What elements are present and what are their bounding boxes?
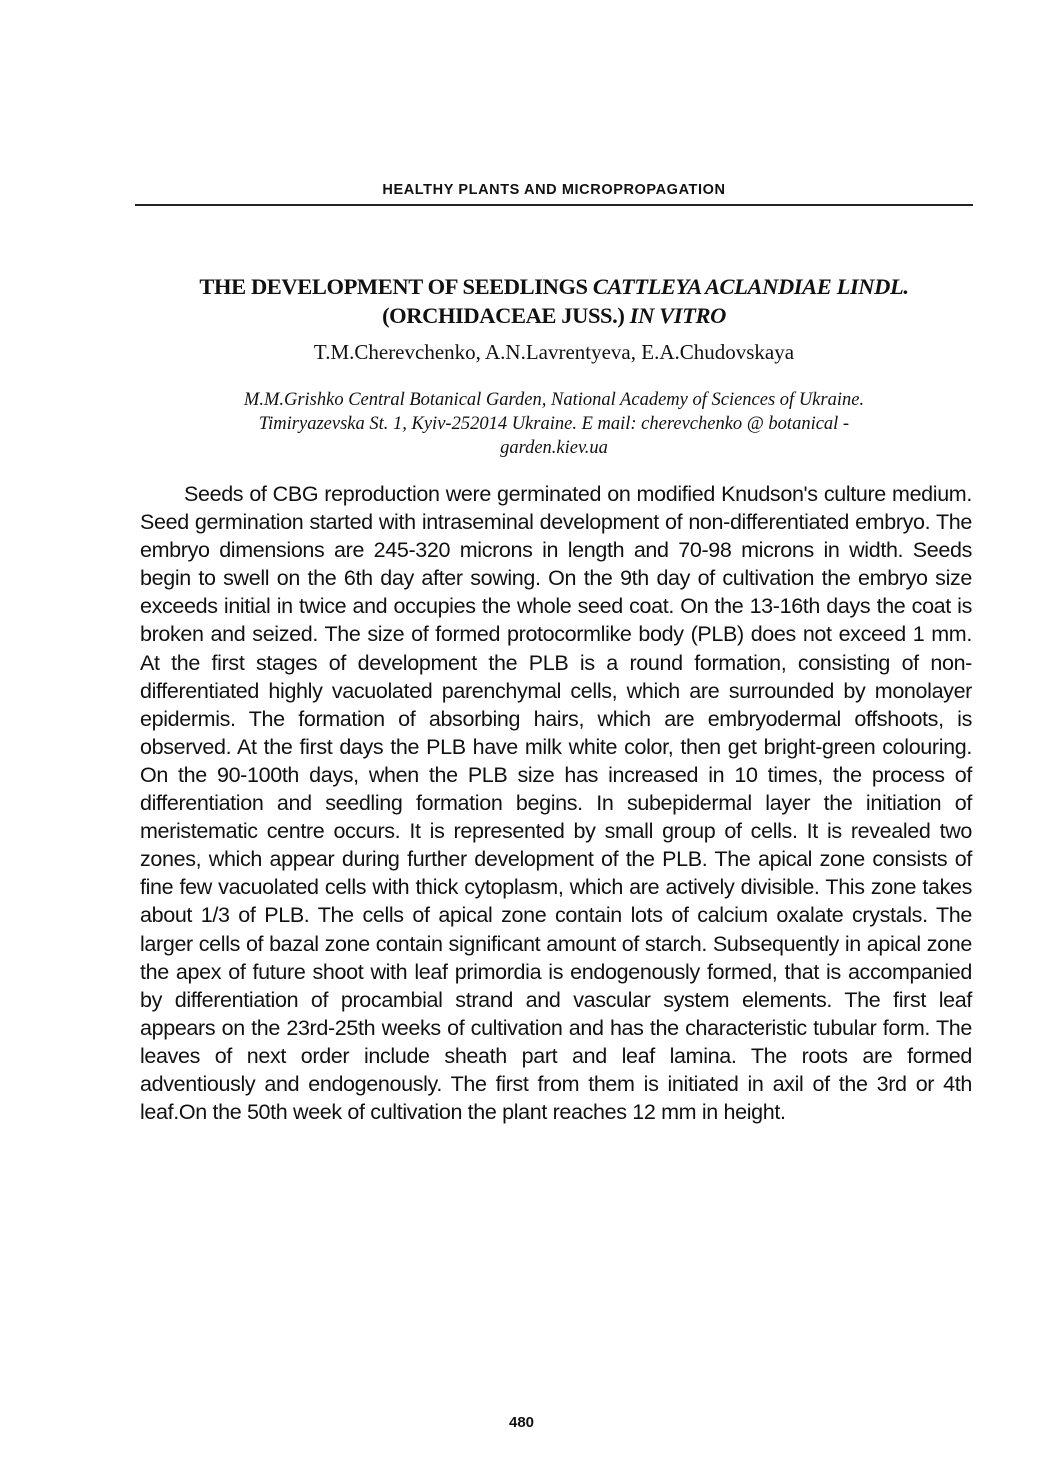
title-part-3: (ORCHIDACEAE JUSS.) xyxy=(382,303,630,328)
affiliation-line-3: garden.kiev.ua xyxy=(500,438,608,458)
title-part-1: THE DEVELOPMENT OF SEEDLINGS xyxy=(199,274,593,299)
authors: T.M.Cherevchenko, A.N.Lavrentyeva, E.A.Chudovskaya xyxy=(313,340,795,364)
abstract-body: Seeds of CBG reproduction were germinated on modified Knudson's culture medium. Seed germination started with intraseminal development of non-differentiated embryo. The embryo dimensions are 245-320 microns in length and 70-98 microns in width. Seeds begin to swell on the 6th day after sowing. On the 9th day of cultivation the embryo size exceeds initial in twice and occupies the whole seed coat. On the 13-16th days the coat is broken and seized. The size of formed protocormlike body (PLB) does not exceed 1 mm. At the first stages of development the PLB is a round formation, consisting of non-differentiated highly vacuolated parenchymal cells, which are surrounded by monolayer epidermis. The formation of absorbing hairs, which are embryodermal offshoots, is observed. At the first days the PLB have milk white color, then get bright-green colouring. On the 90-100th days, when the PLB size has increased in 10 times, the process of differentiation and seedling formation begins. In subepidermal layer the initiation of meristematic centre occurs. It is represented by small group of cells. It is revealed two zones, which appear during further development of the PLB. The apical zone consists of fine few vacuolated cells with thick cytoplasm, which are actively divisible. This zone takes about 1/3 of PLB. The cells of apical zone contain lots of calcium oxalate crystals. The larger cells of bazal zone contain significant amount of starch. Subsequently in apical zone the apex of future shoot with leaf primordia is endogenously formed, that is accompanied by differentiation of procambial strand and vascular system elements. The first leaf appears on the 23rd-25th weeks of cultivation and has the characteristic tubular form. The leaves of next order include sheath part and leaf lamina. The roots are formed adventiously and endogenously. The first from them is initiated in axil of the 3rd or 4th leaf.On the 50th week of cultivation the plant reaches 12 mm in height. xyxy=(140,482,972,1125)
page-number: 480 xyxy=(508,1414,535,1431)
affiliation-line-1: M.M.Grishko Central Botanical Garden, National Academy of Sciences of Ukraine. xyxy=(243,390,865,410)
affiliation-line-2: Timiryazevska St. 1, Kyiv-252014 Ukraine. E mail: cherevchenko @ botanical - xyxy=(258,414,850,434)
affiliation xyxy=(150,388,958,460)
running-header: HEALTHY PLANTS AND MICROPROPAGATION xyxy=(135,182,973,206)
title-in-vitro: IN VITRO xyxy=(629,303,726,328)
title-species: CATTLEYA ACLANDIAE LINDL. xyxy=(592,274,909,299)
paper-title xyxy=(140,272,968,330)
